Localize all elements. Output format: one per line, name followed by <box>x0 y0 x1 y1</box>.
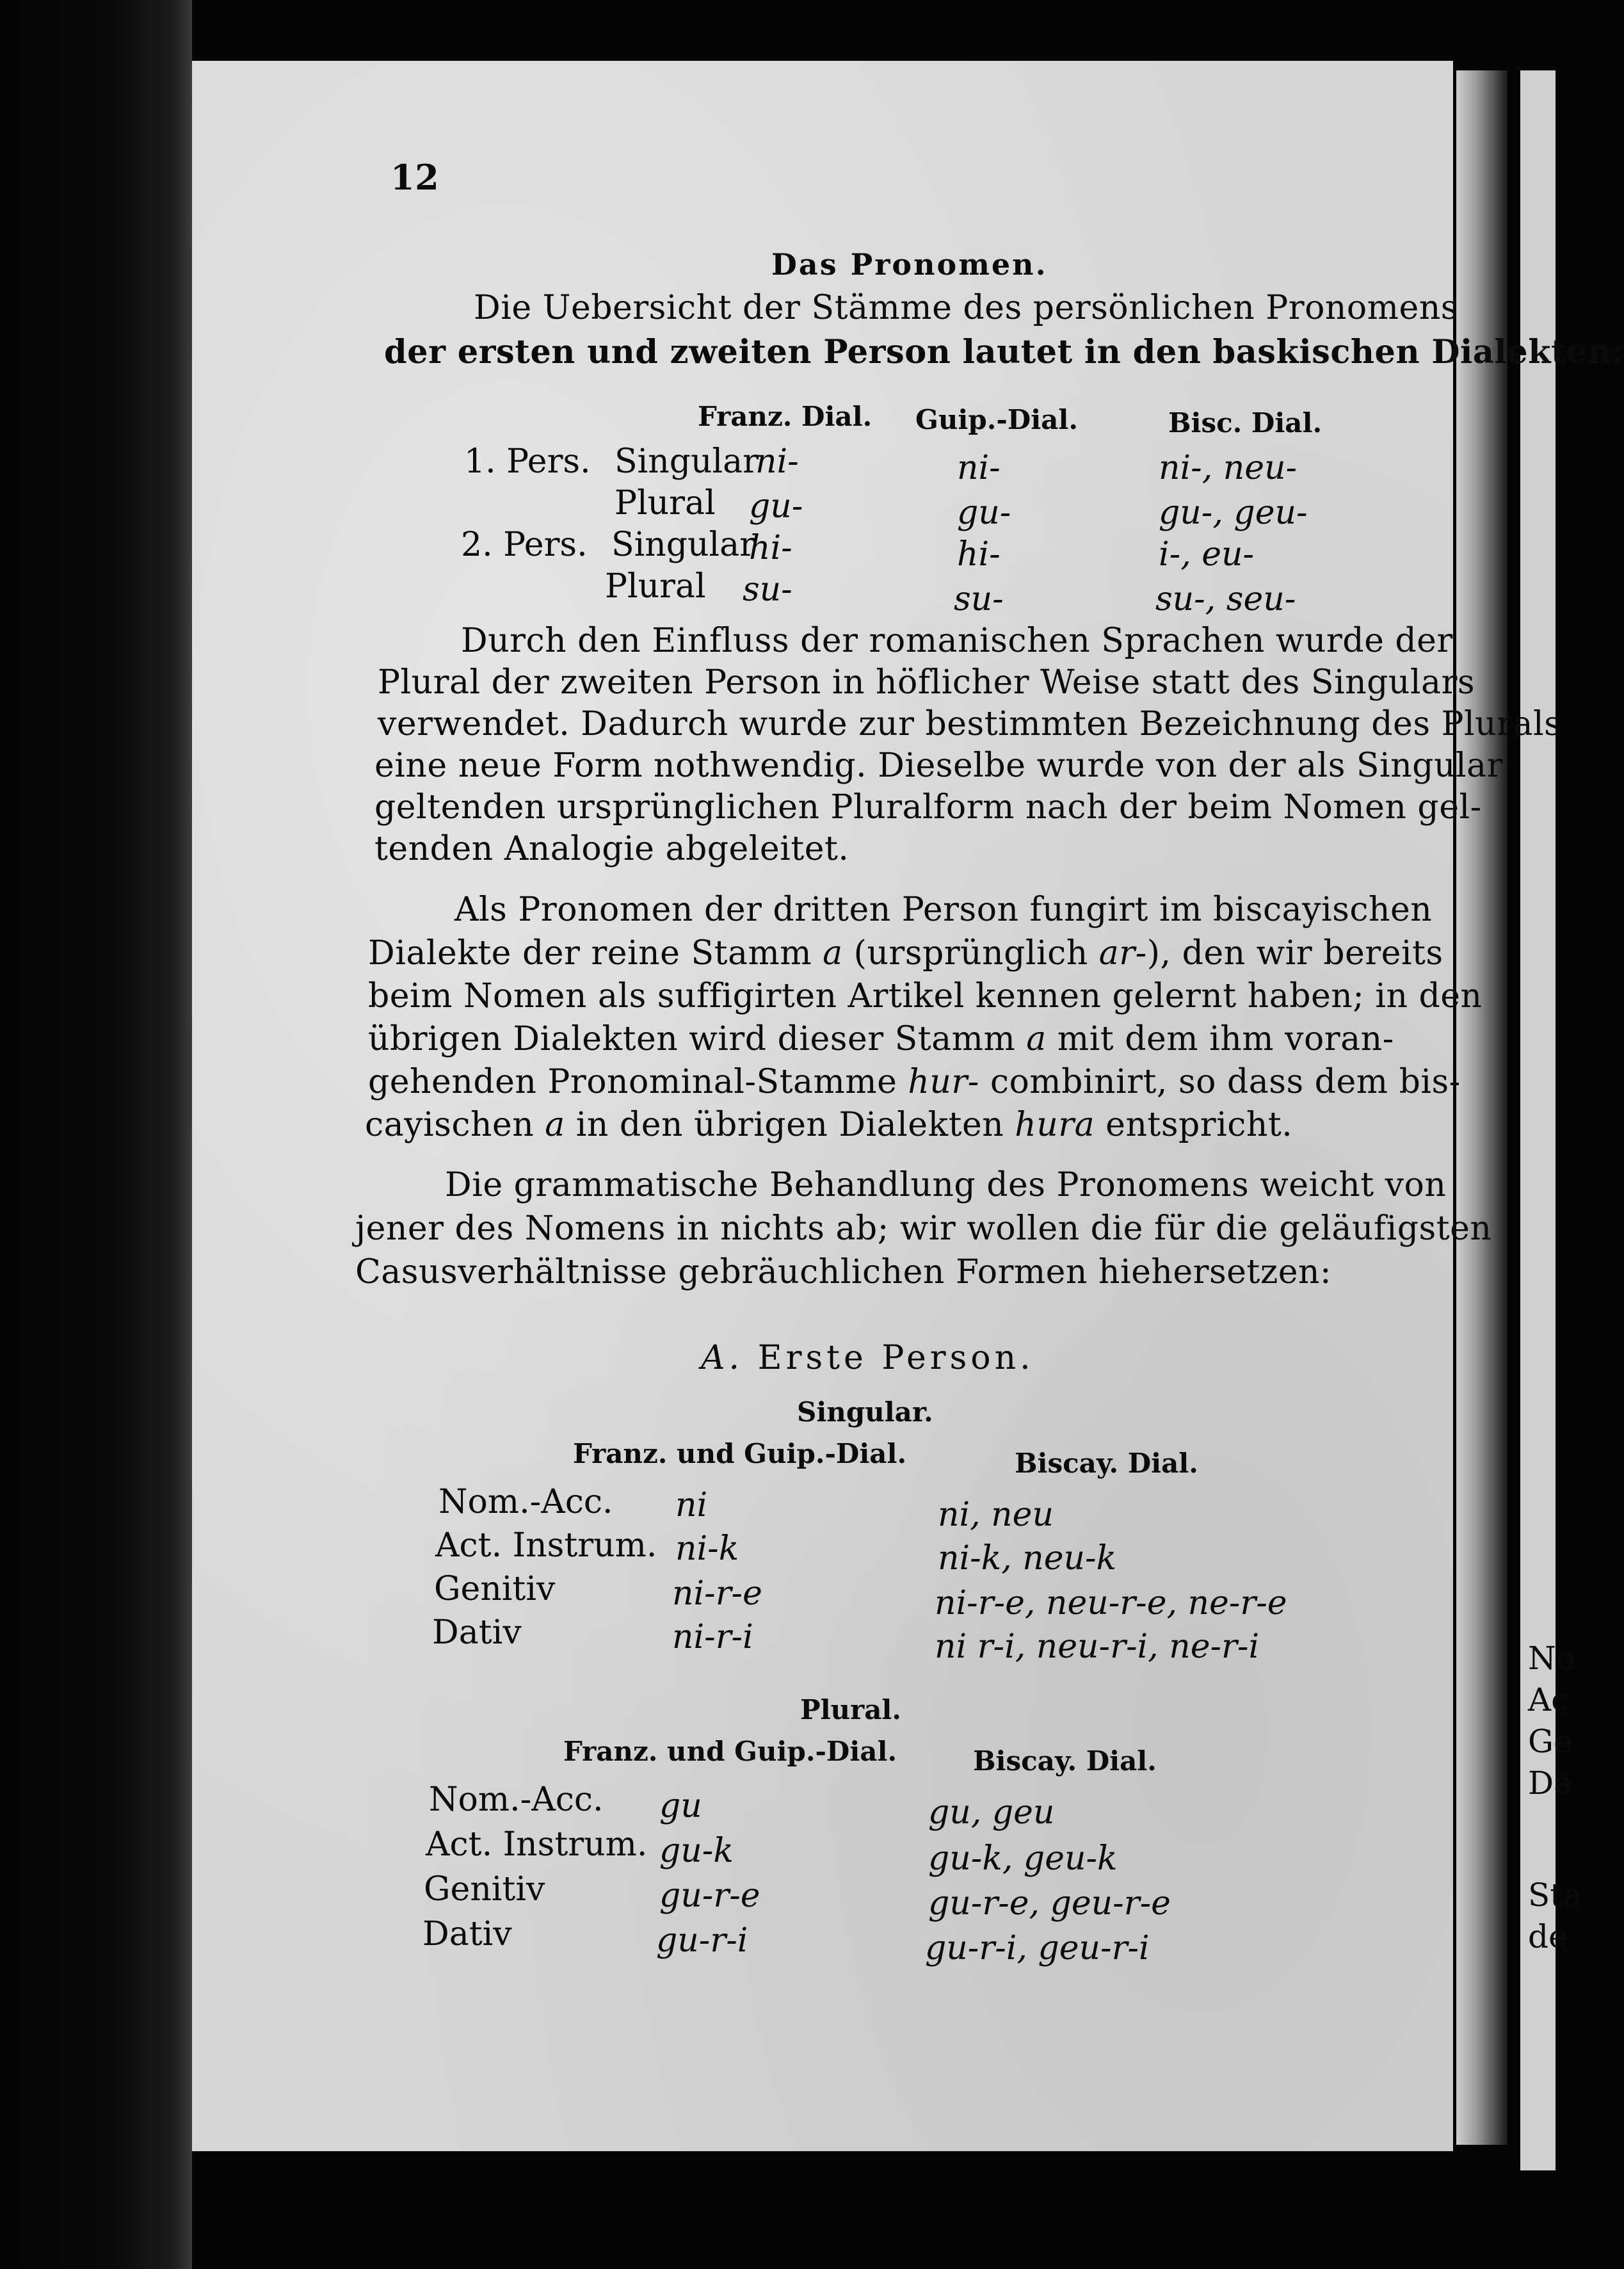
case-label: Genitiv <box>424 1870 545 1909</box>
form-biscay: gu, geu <box>928 1793 1055 1832</box>
stem-header-guip: Guip.-Dial. <box>915 404 1078 435</box>
book-spine <box>1456 70 1507 2145</box>
para3-line: Die grammatische Behandlung des Pronomens weicht von <box>445 1166 1447 1204</box>
adjacent-fragment: Ac <box>1528 1681 1570 1718</box>
stem-guip: su- <box>954 580 1004 618</box>
form-franz-guip: ni <box>675 1486 708 1524</box>
stem-header-franz: Franz. Dial. <box>698 401 872 432</box>
stem-number: Plural <box>615 484 716 522</box>
stem-franz: ni- <box>755 442 799 481</box>
page-number: 12 <box>390 157 440 198</box>
stem-bisc: ni-, neu- <box>1159 449 1298 487</box>
adjacent-fragment: Ge <box>1528 1723 1573 1760</box>
form-franz-guip: gu-r-e <box>659 1877 760 1915</box>
para2-line: Dialekte der reine Stamm a (ursprünglich ar-), den wir bereits <box>368 934 1443 973</box>
para2-line: beim Nomen als suffigirten Artikel kennen gelernt haben; in den <box>368 977 1483 1015</box>
para2-line: gehenden Pronominal-Stamme hur- combinirt, so dass dem bis- <box>368 1063 1461 1101</box>
stem-guip: ni- <box>957 449 1001 487</box>
case-label: Dativ <box>422 1915 512 1953</box>
singular-label: Singular. <box>797 1396 933 1428</box>
para2-line: Als Pronomen der dritten Person fungirt im biscayischen <box>454 891 1433 929</box>
section-title: Das Pronomen. <box>771 247 1048 282</box>
form-franz-guip: gu-k <box>659 1832 734 1870</box>
adjacent-fragment: Sta <box>1528 1877 1582 1914</box>
singular-col1-header: Franz. und Guip.-Dial. <box>573 1438 907 1469</box>
form-biscay: ni, neu <box>938 1496 1054 1534</box>
stem-guip: hi- <box>957 535 1001 574</box>
para2-line: übrigen Dialekten wird dieser Stamm a mit dem ihm voran- <box>368 1020 1394 1058</box>
adjacent-fragment: No <box>1528 1640 1575 1677</box>
form-franz-guip: ni-r-i <box>672 1618 753 1656</box>
para3-line: Casusverhältnisse gebräuchlichen Formen hiehersetzen: <box>355 1253 1332 1291</box>
stem-person: 2. Pers. <box>461 526 588 564</box>
book-page <box>192 61 1624 2151</box>
intro-line: der ersten und zweiten Person lautet in den baskischen Dialekten: <box>384 333 1624 371</box>
stem-person: 1. Pers. <box>464 442 591 481</box>
stem-bisc: gu-, geu- <box>1159 494 1308 532</box>
para1-line: eine neue Form nothwendig. Dieselbe wurde von der als Singular <box>374 747 1503 785</box>
stem-franz: hi- <box>749 529 792 567</box>
case-label: Act. Instrum. <box>435 1526 657 1565</box>
stem-bisc: i-, eu- <box>1159 535 1255 574</box>
form-franz-guip: gu <box>659 1787 702 1825</box>
case-label: Dativ <box>432 1613 522 1652</box>
para3-line: jener des Nomens in nichts ab; wir wollen die für die geläufigsten <box>355 1209 1492 1248</box>
stem-franz: gu- <box>749 487 803 526</box>
stem-number: Plural <box>605 567 706 606</box>
para1-line: geltenden ursprünglichen Pluralform nach der beim Nomen gel- <box>374 788 1482 827</box>
adjacent-fragment: Da <box>1528 1764 1573 1802</box>
stem-number: Singular <box>611 526 756 564</box>
para1-line: tenden Analogie abgeleitet. <box>374 830 849 868</box>
stem-number: Singular <box>615 442 759 481</box>
form-biscay: ni-r-e, neu-r-e, ne-r-e <box>935 1584 1287 1622</box>
adjacent-fragment: de <box>1528 1918 1568 1955</box>
stem-header-bisc: Bisc. Dial. <box>1168 407 1323 439</box>
form-biscay: gu-k, geu-k <box>928 1839 1118 1878</box>
plural-col1-header: Franz. und Guip.-Dial. <box>563 1736 897 1767</box>
adjacent-page-edge <box>1520 70 1582 2170</box>
case-label: Nom.-Acc. <box>438 1483 613 1521</box>
case-label: Genitiv <box>434 1570 556 1608</box>
plural-label: Plural. <box>800 1694 901 1725</box>
form-biscay: gu-r-e, geu-r-e <box>928 1884 1171 1923</box>
scan-border <box>0 0 192 2269</box>
form-franz-guip: gu-r-i <box>656 1921 748 1960</box>
case-label: Act. Instrum. <box>426 1825 648 1864</box>
form-biscay: gu-r-i, geu-r-i <box>925 1929 1150 1967</box>
para1-line: verwendet. Dadurch wurde zur bestimmten Bezeichnung des Plurals <box>378 705 1562 743</box>
para1-line: Durch den Einfluss der romanischen Sprachen wurde der <box>461 622 1453 660</box>
stem-guip: gu- <box>957 494 1011 532</box>
form-franz-guip: ni-r-e <box>672 1574 762 1613</box>
singular-col2-header: Biscay. Dial. <box>1015 1448 1198 1479</box>
plural-col2-header: Biscay. Dial. <box>973 1745 1157 1777</box>
para2-line: cayischen a in den übrigen Dialekten hura entspricht. <box>365 1106 1293 1144</box>
stem-franz: su- <box>743 570 792 609</box>
section-a-heading: A. Erste Person. <box>701 1339 1034 1377</box>
case-label: Nom.-Acc. <box>429 1780 604 1819</box>
intro-line: Die Uebersicht der Stämme des persönlichen Pronomens <box>474 289 1458 327</box>
form-biscay: ni r-i, neu-r-i, ne-r-i <box>935 1627 1260 1666</box>
para1-line: Plural der zweiten Person in höflicher Weise statt des Singulars <box>378 663 1475 702</box>
form-biscay: ni-k, neu-k <box>938 1539 1117 1578</box>
stem-bisc: su-, seu- <box>1155 580 1296 618</box>
form-franz-guip: ni-k <box>675 1530 739 1568</box>
